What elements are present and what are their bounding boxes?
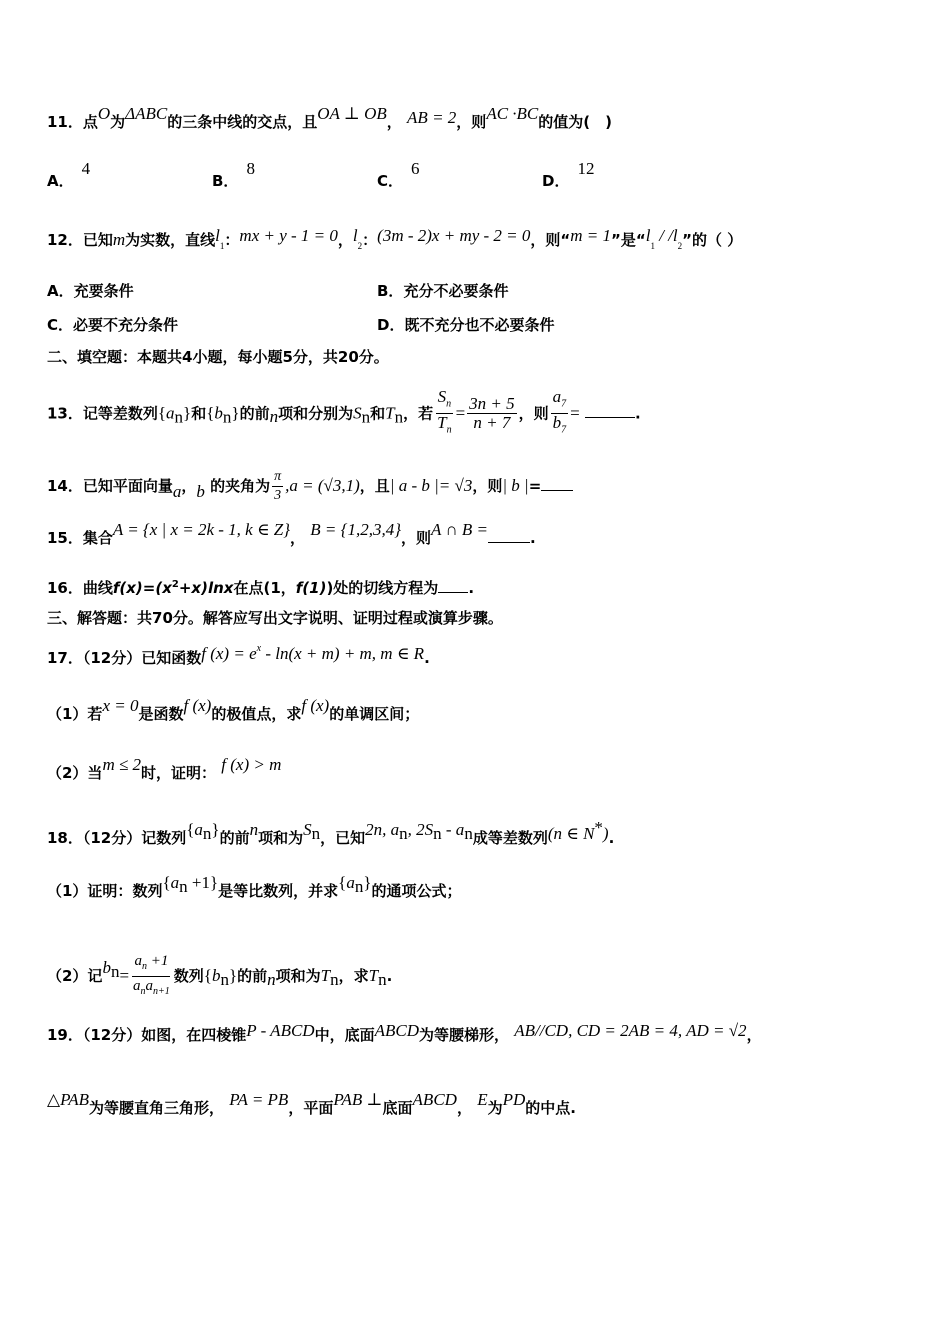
q12-option-c: C．必要不充分条件 (47, 316, 179, 334)
q11-stem: 11．点O为ΔABC的三条中线的交点，且OA ⊥ OB， AB = 2，则AC ·BC的值为( ) (47, 104, 612, 131)
q15-answer-blank[interactable] (488, 528, 530, 543)
q15-stem: 15．集合A = {x | x = 2k - 1, k ∈ Z}， B = {1,2,3,4}，则A ∩ B = . (47, 520, 536, 547)
q16-answer-blank[interactable] (438, 578, 468, 593)
section-fill-in-heading: 二、填空题：本题共4小题，每小题5分，共20分。 (47, 348, 389, 366)
q13-answer-blank[interactable] (585, 403, 635, 418)
q16-stem: 16．曲线$f(x)=(x^2+x)\ln x$在点(1，f(1))处的切线方程为 . (47, 579, 475, 597)
q13-stem: 13．记等差数列$\{a_n\}$和$\{b_n\}$的前n项和分别为$S_n$和$T_n$，若 $\frac{S_n}{T_n}$ = $\frac{3n + 5}{n + 7}$ ，则 $\frac{a_7}{b_7}$ = . (47, 388, 641, 440)
q14-answer-blank[interactable] (541, 476, 573, 491)
q18-bn-fraction: $\frac{a_n +1}{a_na_{n+1}}$ (133, 953, 170, 997)
q11-option-a: A．4 (47, 159, 91, 190)
q12-stem: 12．已知m为实数，直线$l_1$：mx + y - 1 = 0，$l_2$：(3m - 2)x + my - 2 = 0，则“m = 1”是“$l_1 / /l_2$”的（ ） (47, 226, 743, 251)
q19-stem-continued: △PAB为等腰直角三角形， PA = PB，平面PAB ⊥底面ABCD， E为PD的中点. (47, 1090, 576, 1117)
q17-part1: （1）若x = 0是函数f (x)的极值点，求f (x)的单调区间； (47, 696, 420, 723)
q13-ratio-fraction: $\frac{S_n}{T_n}$ (437, 387, 452, 436)
q17-stem: 17．（12分）已知函数f $(x) = e^x - \ln(x + m) + m$, m ∈ R. (47, 643, 430, 667)
section-solution-heading: 三、解答题：共70分。解答应写出文字说明、证明过程或演算步骤。 (47, 609, 503, 627)
q14-angle-fraction: $\frac{\pi}{3}$ (274, 469, 282, 503)
q12-option-d: D．既不充分也不必要条件 (377, 316, 555, 334)
q12-option-b: B．充分不必要条件 (377, 282, 509, 300)
q11-option-c: C．6 (377, 159, 420, 190)
q11-option-b: B．8 (212, 159, 255, 190)
q18-part1: （1）证明：数列$\{a_n +1\}$是等比数列，并求$\{a_n\}$的通项公式； (47, 873, 462, 900)
q18-part2: （2）记$b_n=$ $\frac{a_n +1}{a_na_{n+1}}$ 数列$\{b_n\}$的前n项和为$T_n$，求$T_n$. (47, 952, 392, 1001)
q12-option-a: A．充要条件 (47, 282, 134, 300)
q19-stem: 19．（12分）如图，在四棱锥P - ABCD中，底面ABCD为等腰梯形， AB//CD, CD = 2AB = 4, AD = √2， (47, 1021, 762, 1044)
q11-option-d: D．12 (542, 159, 595, 190)
q17-part2: （2）当m ≤ 2时，证明： f (x) > m (47, 755, 282, 782)
q13-value-fraction: $\frac{3n + 5}{n + 7}$ (469, 394, 515, 433)
q13-target-fraction: $\frac{a_7}{b_7}$ (552, 387, 567, 436)
q14-stem: 14．已知平面向量a，b 的夹角为 $\frac{\pi}{3}$ ,a = (√3,1)，且| a - b |= √3，则| b |= (47, 468, 573, 505)
q18-stem: 18．（12分）记数列$\{a_n\}$的前n项和为$S_n$，已知2n, $a_n$, $2S_n - a_n$成等差数列(n ∈ N*). (47, 818, 615, 847)
